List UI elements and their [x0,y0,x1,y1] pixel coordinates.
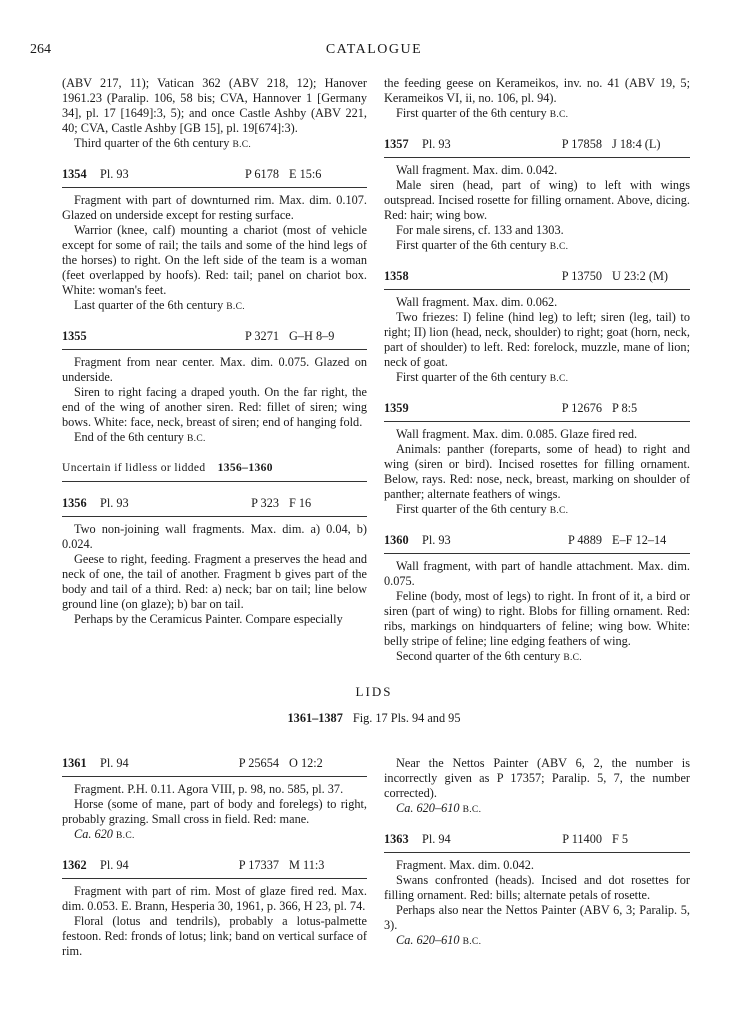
entry-text: Male siren (head, part of wing) to left with wings outspread. Incised rosette for filling ornament. Above, dicing. Red: hair; wing bow. [384,178,690,222]
entry-text: Geese to right, feeding. Fragment a preserves the head and neck of one, the tail of another. Fragment b gives part of the body and tail of a third. Red: a) neck; bar on tail; line below ground line (on glaze); b) bar on tail. [62,552,367,611]
entry-description: Fragment from near center. Max. dim. 0.075. Glazed on underside. [62,355,367,384]
entry-1362 [62,858,367,959]
page-number: 264 [30,42,51,57]
continued-text: Near the Nettos Painter (ABV 6, 2, the number is incorrectly given as P 17357; Paralip. 5, 7, the number corrected). [384,756,690,800]
date-line: Ca. 620–610 B.C. [396,801,482,815]
entry-note: For male sirens, cf. 133 and 1303. [396,223,564,237]
entry-heading: 1360 Pl. 93 P 4889 E–F 12–14 [384,533,690,554]
entry-1358 [384,269,690,387]
entry-text: Animals: panther (foreparts, some of head) to right and wing (siren or bird). Incised rosettes for filling ornament. Below, rays. Red: nose, neck, breast, marking on shoulder of panther; alternate feathers of wings. [384,442,690,501]
continued-text: the feeding geese on Kerameikos, inv. no. 41 (ABV 19, 5; Kerameikos VI, ii, no. 106, pl. 94). [384,76,690,105]
entry-note: Perhaps by the Ceramicus Painter. Compare especially [74,612,343,626]
lids-right-column [384,756,690,950]
date-line: Ca. 620 B.C. [74,827,135,841]
running-head: CATALOGUE [325,42,423,57]
entry-text: Floral (lotus and tendrils), probably a lotus-palmette festoon. Red: fronds of lotus; link; band on vertical surface of rim. [62,914,367,958]
entry-text: Siren to right facing a draped youth. On the far right, the end of the wing of another siren. Red: fillet of siren; wing bows. White: face, neck, breast of siren; end of hanging fold. [62,385,367,429]
lids-section-subtitle: 1361–1387 Fig. 17 Pls. 94 and 95 [287,711,461,725]
entry-description: Wall fragment. Max. dim. 0.085. Glaze fired red. [396,427,638,441]
date-line: First quarter of the 6th century B.C. [396,238,569,252]
entry-text: Two friezes: I) feline (hind leg) to left; siren (leg, tail) to right; II) lion (head, neck, shoulder) to right; goat (horn, neck, part of shoulder) to left. Red: forelock, muzzle, mane of lion; neck of goat. [384,310,690,369]
date-line: Last quarter of the 6th century B.C. [74,298,245,312]
entry-1363 [384,832,690,950]
entry-text: Swans confronted (heads). Incised and dot rosettes for filling ornament. Red: bills; alternate petals of rosette. [384,873,690,902]
entry-heading: 1363 Pl. 94 P 11400 F 5 [384,832,690,853]
entry-text: Horse (some of mane, part of body and forelegs) to right, probably grazing. Small cross in field. Red: mane. [62,797,367,826]
date-line: Third quarter of the 6th century B.C. [74,136,252,150]
entry-heading: 1354 Pl. 93 P 6178 E 15:6 [62,167,367,188]
right-column [384,76,690,666]
date-line: First quarter of the 6th century B.C. [396,106,569,120]
entry-1360 [384,533,690,666]
date-line: End of the 6th century B.C. [74,430,206,444]
entry-description: Fragment with part of downturned rim. Max. dim. 0.107. Glazed on underside except for resting surface. [62,193,367,222]
entry-description: Wall fragment. Max. dim. 0.062. [396,295,558,309]
date-line: Ca. 620–610 B.C. [396,933,482,947]
entry-1361 [62,756,367,844]
date-line: First quarter of the 6th century B.C. [396,370,569,384]
entry-heading: 1356 Pl. 93 P 323 F 16 [62,496,367,517]
entry-1356 [62,496,367,627]
entry-heading: 1362 Pl. 94 P 17337 M 11:3 [62,858,367,879]
entry-description: Wall fragment. Max. dim. 0.042. [396,163,558,177]
entry-heading: 1359 P 12676 P 8:5 [384,401,690,422]
entry-description: Fragment. Max. dim. 0.042. [396,858,534,872]
entry-note: Perhaps also near the Nettos Painter (ABV 6, 3; Paralip. 5, 3). [384,903,690,932]
entry-text: Warrior (knee, calf) mounting a chariot (most of vehicle except for some of rail; the tails and some of the hind legs of the horses) to right. On the left side of the team is a woman (feet overlapped by hoofs). Red: tail; panel on chariot box. White: woman's feet. [62,223,367,297]
date-line: Second quarter of the 6th century B.C. [396,649,582,663]
entry-1355 [62,329,367,447]
entry-heading: 1361 Pl. 94 P 25654 O 12:2 [62,756,367,777]
entry-description: Fragment. P.H. 0.11. Agora VIII, p. 98, no. 585, pl. 37. [74,782,344,796]
left-column [62,76,367,627]
section-heading: Uncertain if lidless or lidded 1356–1360 [62,461,367,482]
entry-text: Feline (body, most of legs) to right. In front of it, a bird or siren (part of wing) to right. Blobs for filling ornament. Red: ribs, markings on hindquarters of feline; wing bow. White: belly stripe of feline; line edging feathers of wing. [384,589,690,648]
entry-heading: 1355 P 3271 G–H 8–9 [62,329,367,350]
entry-1354 [62,167,367,315]
entry-1357 [384,137,690,255]
entry-description: Wall fragment, with part of handle attachment. Max. dim. 0.075. [384,559,690,588]
continued-text: (ABV 217, 11); Vatican 362 (ABV 218, 12); Hanover 1961.23 (Paralip. 106, 58 bis; CVA, Hannover 1 [Germany 34], pl. 17 [1649]:3, 5); and once Castle Ashby (ABV 221, 40; CVA, Castle Ashby [GB 15], pl. 19[674]:3). [62,76,367,135]
entry-description: Two non-joining wall fragments. Max. dim. a) 0.04, b) 0.024. [62,522,367,551]
entry-description: Fragment with part of rim. Most of glaze fired red. Max. dim. 0.053. E. Brann, Hesperia 30, 1961, p. 366, H 23, pl. 74. [62,884,367,913]
entry-1359 [384,401,690,519]
entry-heading: 1357 Pl. 93 P 17858 J 18:4 (L) [384,137,690,158]
lids-section-title: LIDS [355,684,393,699]
lids-left-column [62,756,367,959]
date-line: First quarter of the 6th century B.C. [396,502,569,516]
entry-heading: 1358 P 13750 U 23:2 (M) [384,269,690,290]
